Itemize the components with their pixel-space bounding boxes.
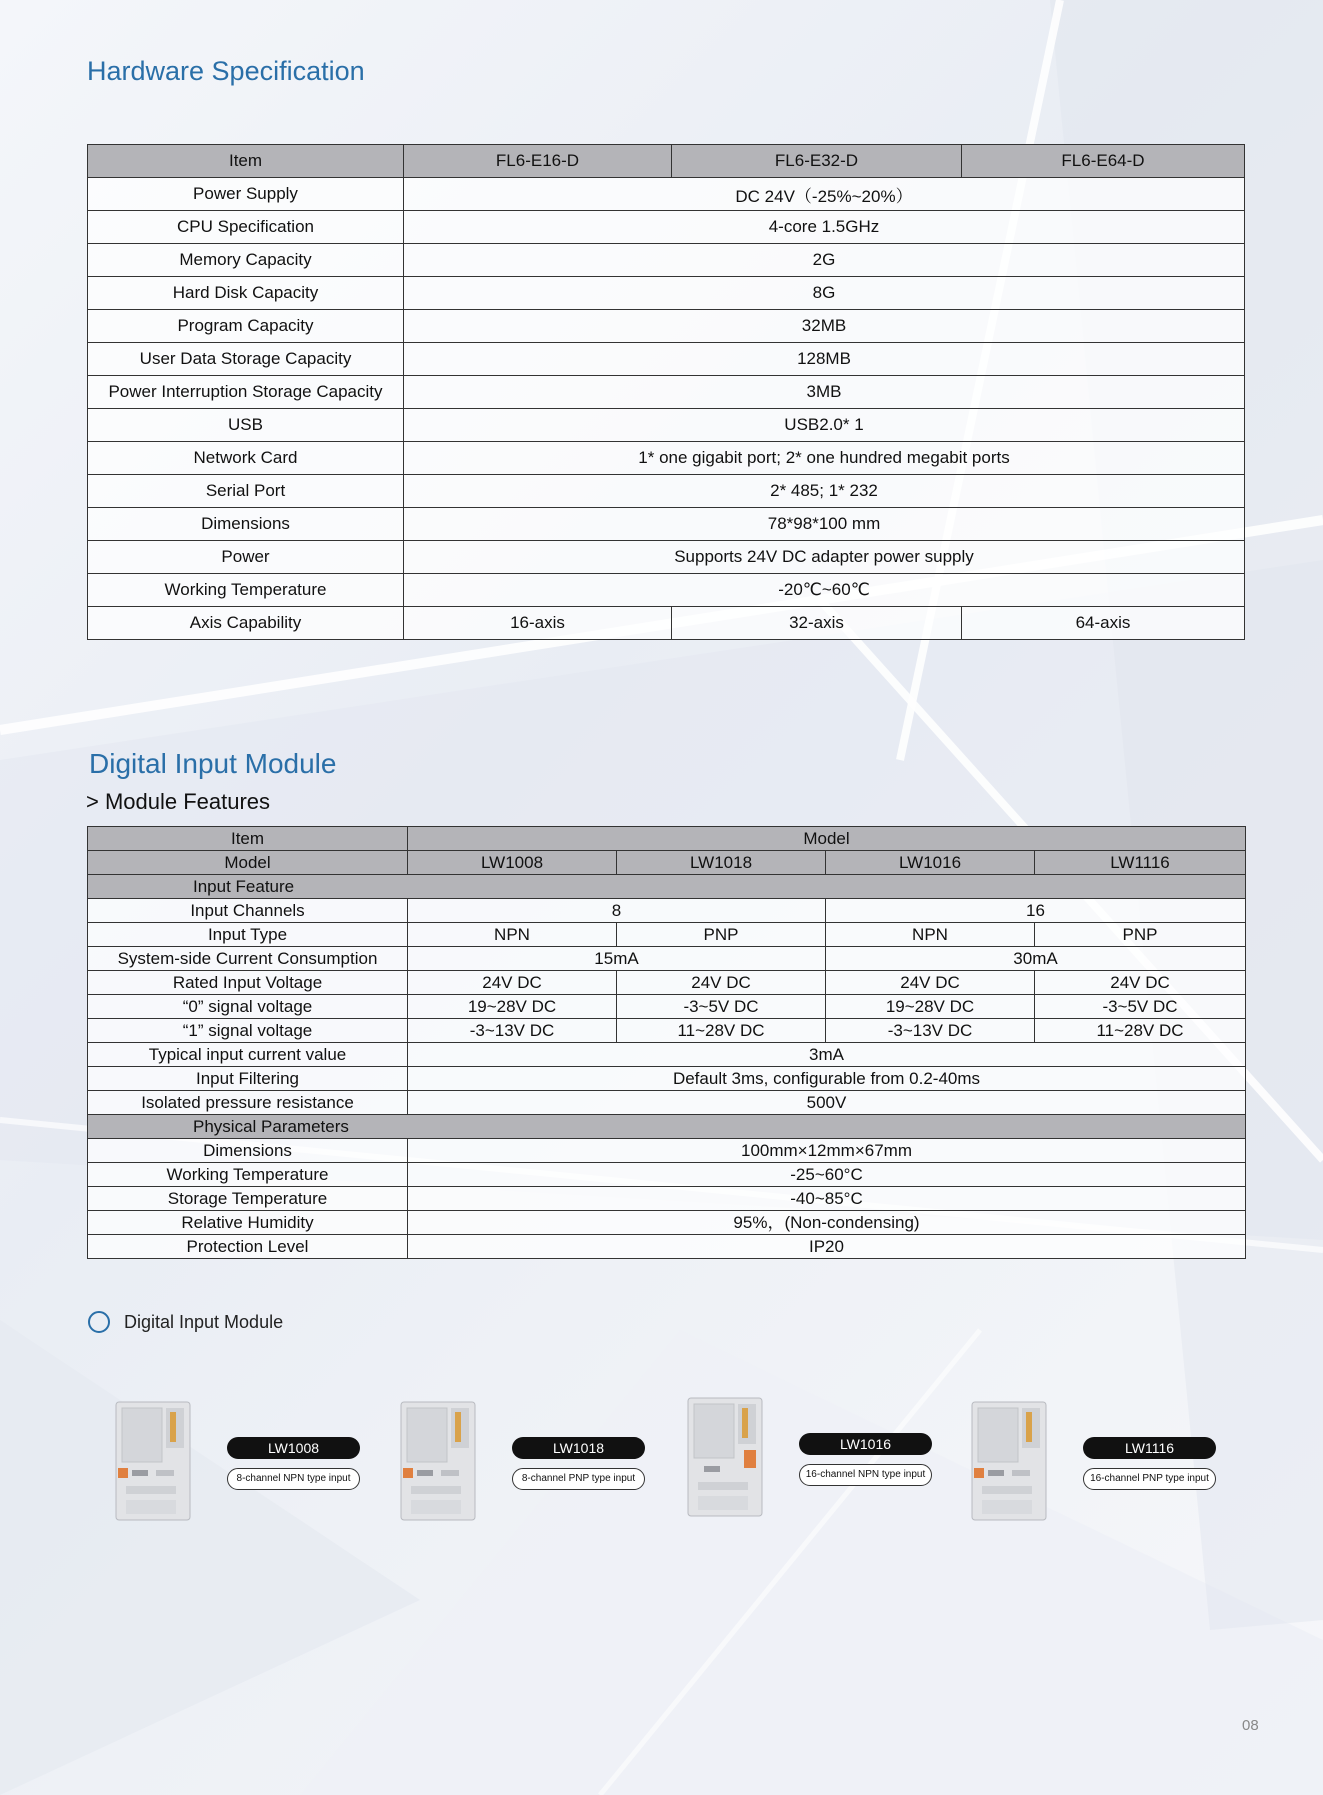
- row-label: Working Temperature: [88, 1163, 408, 1187]
- digital-input-legend: [88, 1311, 283, 1333]
- table-row: [88, 442, 1245, 475]
- table-row: [88, 1211, 1246, 1235]
- row-label: Dimensions: [88, 508, 404, 541]
- module-name-badge: LW1116: [1083, 1437, 1216, 1459]
- hardware-spec-table: [87, 144, 1245, 640]
- table-row: [88, 1043, 1246, 1067]
- row-value: -3~13V DC: [408, 1019, 617, 1043]
- header-model: FL6-E64-D: [962, 145, 1245, 178]
- legend-label: Digital Input Module: [124, 1311, 284, 1332]
- row-label: Network Card: [88, 442, 404, 475]
- module-card-lw1008: [110, 1390, 380, 1540]
- table-row: [88, 607, 1245, 640]
- module-gallery: [0, 1390, 1323, 1540]
- row-label: CPU Specification: [88, 211, 404, 244]
- row-value: 64-axis: [962, 607, 1245, 640]
- row-value: 11~28V DC: [1035, 1019, 1246, 1043]
- table-row: [88, 244, 1245, 277]
- section-input-feature: Input Feature: [88, 875, 1246, 899]
- row-label: Program Capacity: [88, 310, 404, 343]
- row-label: Working Temperature: [88, 574, 404, 607]
- row-label: Rated Input Voltage: [88, 971, 408, 995]
- header-model: FL6-E16-D: [404, 145, 672, 178]
- row-value: 30mA: [826, 947, 1246, 971]
- table-row: [88, 409, 1245, 442]
- module-name-badge: LW1008: [227, 1437, 360, 1459]
- header-model: FL6-E32-D: [672, 145, 962, 178]
- section-row: [88, 875, 1246, 899]
- section-row: [88, 1115, 1246, 1139]
- row-value: 24V DC: [408, 971, 617, 995]
- io-module-icon: [966, 1398, 1052, 1524]
- header-model: LW1116: [1035, 851, 1246, 875]
- row-value: -25~60°C: [408, 1163, 1246, 1187]
- row-value: IP20: [408, 1235, 1246, 1259]
- row-label: Isolated pressure resistance: [88, 1091, 408, 1115]
- row-value: 100mm×12mm×67mm: [408, 1139, 1246, 1163]
- table-row: [88, 1091, 1246, 1115]
- table-row: [88, 899, 1246, 923]
- module-name-badge: LW1018: [512, 1437, 645, 1459]
- module-desc-badge: 16-channel PNP type input: [1083, 1468, 1216, 1490]
- row-value: 24V DC: [826, 971, 1035, 995]
- row-label: Memory Capacity: [88, 244, 404, 277]
- section-physical-parameters: Physical Parameters: [88, 1115, 1246, 1139]
- row-value: 32-axis: [672, 607, 962, 640]
- module-desc-badge: 8-channel NPN type input: [227, 1468, 360, 1490]
- row-value: USB2.0* 1: [404, 409, 1245, 442]
- row-value: 16-axis: [404, 607, 672, 640]
- row-label: “0” signal voltage: [88, 995, 408, 1019]
- row-value: DC 24V（-25%~20%）: [404, 178, 1245, 211]
- header-model-label: Model: [88, 851, 408, 875]
- table-row: [88, 376, 1245, 409]
- table-row: [88, 1067, 1246, 1091]
- row-value: 24V DC: [1035, 971, 1246, 995]
- row-value: 11~28V DC: [617, 1019, 826, 1043]
- digital-input-table: [87, 826, 1246, 1259]
- row-value: 2G: [404, 244, 1245, 277]
- row-label: Storage Temperature: [88, 1187, 408, 1211]
- row-label: User Data Storage Capacity: [88, 343, 404, 376]
- row-value: -3~13V DC: [826, 1019, 1035, 1043]
- page-number: 08: [1242, 1717, 1259, 1734]
- row-value: 3MB: [404, 376, 1245, 409]
- table-row: [88, 310, 1245, 343]
- row-value: 15mA: [408, 947, 826, 971]
- row-value: NPN: [408, 923, 617, 947]
- table-row: [88, 995, 1246, 1019]
- row-value: -40~85°C: [408, 1187, 1246, 1211]
- row-value: 78*98*100 mm: [404, 508, 1245, 541]
- row-value: Default 3ms, configurable from 0.2-40ms: [408, 1067, 1246, 1091]
- circle-icon: [88, 1311, 110, 1333]
- row-label: Input Type: [88, 923, 408, 947]
- table-row: [88, 343, 1245, 376]
- table-row: [88, 923, 1246, 947]
- table-row: [88, 1163, 1246, 1187]
- row-label: USB: [88, 409, 404, 442]
- row-value: -3~5V DC: [1035, 995, 1246, 1019]
- module-name-badge: LW1016: [799, 1433, 932, 1455]
- table-row: [88, 178, 1245, 211]
- row-label: Input Channels: [88, 899, 408, 923]
- row-value: 2* 485; 1* 232: [404, 475, 1245, 508]
- module-desc-badge: 8-channel PNP type input: [512, 1468, 645, 1490]
- table-row: [88, 1235, 1246, 1259]
- row-value: NPN: [826, 923, 1035, 947]
- row-value: 16: [826, 899, 1246, 923]
- hardware-table-header: [88, 145, 1245, 178]
- hardware-spec-title: Hardware Specification: [87, 56, 365, 86]
- io-module-icon: [395, 1398, 481, 1524]
- row-label: Power: [88, 541, 404, 574]
- row-label: Axis Capability: [88, 607, 404, 640]
- io-module-icon: [110, 1398, 196, 1524]
- row-value: 4-core 1.5GHz: [404, 211, 1245, 244]
- table-row: [88, 508, 1245, 541]
- table-row: [88, 475, 1245, 508]
- table-row: [88, 971, 1246, 995]
- header-model: LW1008: [408, 851, 617, 875]
- row-value: 19~28V DC: [408, 995, 617, 1019]
- di-table-model-row: [88, 851, 1246, 875]
- row-label: Input Filtering: [88, 1067, 408, 1091]
- row-value: 128MB: [404, 343, 1245, 376]
- table-row: [88, 1139, 1246, 1163]
- row-value: -3~5V DC: [617, 995, 826, 1019]
- table-row: [88, 947, 1246, 971]
- table-row: [88, 211, 1245, 244]
- module-desc-badge: 16-channel NPN type input: [799, 1464, 932, 1486]
- row-value: 32MB: [404, 310, 1245, 343]
- table-row: [88, 1187, 1246, 1211]
- module-card-lw1018: [395, 1390, 665, 1540]
- header-model: LW1018: [617, 851, 826, 875]
- row-value: 8G: [404, 277, 1245, 310]
- row-label: Typical input current value: [88, 1043, 408, 1067]
- row-label: Serial Port: [88, 475, 404, 508]
- row-value: -20℃~60℃: [404, 574, 1245, 607]
- row-value: 8: [408, 899, 826, 923]
- module-features-subtitle: > Module Features: [86, 789, 271, 814]
- row-label: Power Interruption Storage Capacity: [88, 376, 404, 409]
- row-value: 1* one gigabit port; 2* one hundred megabit ports: [404, 442, 1245, 475]
- table-row: [88, 277, 1245, 310]
- row-label: Protection Level: [88, 1235, 408, 1259]
- module-card-lw1116: [966, 1390, 1236, 1540]
- row-value: 24V DC: [617, 971, 826, 995]
- module-card-lw1016: [682, 1386, 952, 1536]
- row-value: PNP: [1035, 923, 1246, 947]
- row-value: PNP: [617, 923, 826, 947]
- row-value: 3mA: [408, 1043, 1246, 1067]
- io-module-icon: [682, 1394, 768, 1520]
- table-row: [88, 541, 1245, 574]
- header-model-group: Model: [408, 827, 1246, 851]
- row-label: Dimensions: [88, 1139, 408, 1163]
- di-table-header: [88, 827, 1246, 851]
- row-label: Relative Humidity: [88, 1211, 408, 1235]
- row-value: 95%，(Non-condensing): [408, 1211, 1246, 1235]
- header-item: Item: [88, 145, 404, 178]
- row-label: Power Supply: [88, 178, 404, 211]
- row-value: 500V: [408, 1091, 1246, 1115]
- table-row: [88, 574, 1245, 607]
- row-value: Supports 24V DC adapter power supply: [404, 541, 1245, 574]
- row-value: 19~28V DC: [826, 995, 1035, 1019]
- row-label: “1” signal voltage: [88, 1019, 408, 1043]
- digital-input-title: Digital Input Module: [89, 748, 337, 779]
- header-item: Item: [88, 827, 408, 851]
- header-model: LW1016: [826, 851, 1035, 875]
- table-row: [88, 1019, 1246, 1043]
- row-label: System-side Current Consumption: [88, 947, 408, 971]
- row-label: Hard Disk Capacity: [88, 277, 404, 310]
